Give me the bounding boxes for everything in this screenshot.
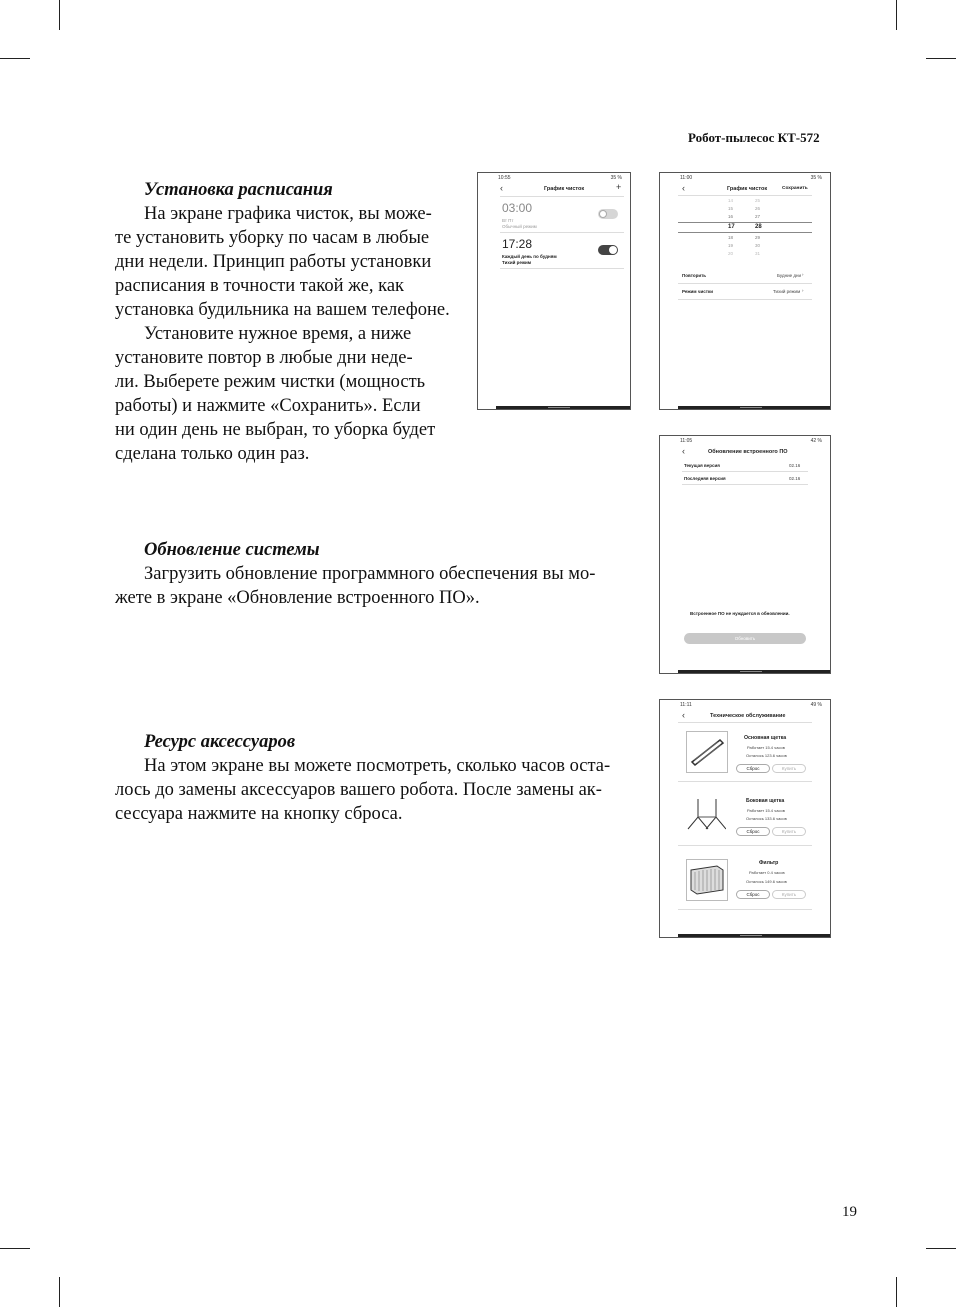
- schedule-toggle[interactable]: [598, 245, 618, 255]
- back-arrow-icon[interactable]: ‹: [500, 183, 503, 193]
- divider: [678, 722, 812, 723]
- status-bar: [666, 438, 824, 446]
- selection-line: [678, 232, 812, 233]
- hour-selected[interactable]: 17: [728, 224, 735, 230]
- hour-option[interactable]: 20: [728, 251, 734, 256]
- back-arrow-icon[interactable]: ‹: [682, 183, 685, 193]
- text-line: ни один день не выбран, то уборка будет: [115, 420, 436, 440]
- battery-level: 35 %: [610, 175, 622, 181]
- repeat-value: Будние дни: [777, 273, 801, 278]
- schedule-section: [115, 178, 450, 466]
- text-line: лось до замены аксессуаров вашего робота. После замены ак-: [115, 780, 602, 800]
- hour-option[interactable]: 19: [728, 243, 734, 248]
- add-icon[interactable]: +: [616, 182, 622, 192]
- save-button[interactable]: Сохранить: [782, 186, 808, 191]
- accessory-name: Основная щетка: [744, 735, 787, 741]
- divider: [678, 299, 812, 300]
- section-body: [115, 754, 610, 826]
- divider: [678, 283, 812, 284]
- mode-value: Тихий режим: [773, 289, 801, 294]
- schedule-time: 17:28: [502, 237, 533, 251]
- crop-mark: [59, 1277, 60, 1307]
- schedule-days: Вт Пт: [502, 218, 514, 223]
- text-line: На экране графика чисток, вы може-: [144, 204, 432, 224]
- filter-icon: [687, 860, 727, 900]
- update-section: [115, 538, 595, 610]
- back-arrow-icon[interactable]: ‹: [682, 710, 685, 720]
- battery-level: 49 %: [810, 702, 822, 708]
- text-line: Загрузить обновление программного обеспечения вы мо-: [144, 564, 596, 584]
- schedule-days: Каждый день по будням: [502, 254, 557, 259]
- chevron-right-icon: ›: [802, 288, 804, 293]
- chevron-right-icon: ›: [802, 272, 804, 277]
- side-brush-image: [686, 795, 726, 835]
- maintenance-screenshot: [659, 699, 831, 938]
- accessory-worked: Работает 15.4 часов: [747, 808, 785, 813]
- back-arrow-icon[interactable]: ‹: [682, 446, 685, 456]
- section-heading: Обновление системы: [144, 540, 320, 560]
- divider: [500, 268, 624, 269]
- section-body: [115, 562, 595, 610]
- section-heading: Ресурс аксессуаров: [144, 732, 296, 752]
- status-time: 10:55: [498, 175, 511, 181]
- crop-mark: [0, 58, 30, 59]
- crop-mark: [896, 0, 897, 30]
- text-line: работы) и нажмите «Сохранить». Если: [115, 396, 421, 416]
- status-time: 11:00: [680, 175, 693, 181]
- current-version-value: 02.16: [789, 463, 801, 468]
- divider: [678, 195, 812, 196]
- text-line: дни недели. Принцип работы установки: [115, 252, 432, 272]
- divider: [682, 471, 808, 472]
- schedule-mode: Тихий режим: [502, 260, 532, 265]
- crop-mark: [926, 1248, 956, 1249]
- hour-option[interactable]: 16: [728, 214, 734, 219]
- schedule-time: 03:00: [502, 201, 533, 215]
- status-time: 11:05: [680, 438, 693, 444]
- divider: [678, 909, 812, 910]
- screen-title: График чисток: [727, 186, 768, 192]
- nav-pill: [740, 671, 762, 672]
- text-line: сделана только один раз.: [115, 444, 310, 464]
- schedule-list-screenshot: [477, 172, 631, 410]
- reset-button[interactable]: Сброс: [736, 890, 770, 899]
- repeat-label: Повторить: [682, 273, 707, 278]
- status-bar: [666, 175, 824, 183]
- minute-option[interactable]: 25: [755, 198, 761, 203]
- text-line: жете в экране «Обновление встроенного ПО».: [115, 588, 480, 608]
- minute-option[interactable]: 31: [755, 251, 761, 256]
- accessory-left: Осталось 149.6 часов: [746, 879, 787, 884]
- divider: [678, 781, 812, 782]
- page-number: 19: [842, 1204, 857, 1220]
- buy-button[interactable]: Купить: [772, 764, 806, 773]
- reset-button[interactable]: Сброс: [736, 764, 770, 773]
- minute-option[interactable]: 30: [755, 243, 761, 248]
- minute-option[interactable]: 29: [755, 235, 761, 240]
- side-brush-icon: [686, 795, 726, 835]
- divider: [682, 484, 808, 485]
- latest-version-label: Последняя версия: [684, 476, 726, 481]
- divider: [500, 196, 624, 197]
- status-message: Встроенное ПО не нуждается в обновлении.: [690, 611, 790, 616]
- update-button[interactable]: Обновить: [684, 633, 806, 644]
- text-line: расписания в точности такой же, как: [115, 276, 405, 296]
- accessory-name: Боковая щетка: [746, 798, 785, 804]
- accessory-left: Осталось 123.6 часов: [746, 753, 787, 758]
- minute-selected[interactable]: 28: [755, 224, 762, 230]
- text-line: те установить уборку по часам в любые: [115, 228, 430, 248]
- accessory-name: Фильтр: [759, 860, 779, 866]
- battery-level: 35 %: [810, 175, 822, 181]
- divider: [500, 232, 624, 233]
- nav-pill: [740, 407, 762, 408]
- status-time: 11:11: [680, 702, 692, 708]
- text-line: установка будильника на вашем телефоне.: [115, 300, 450, 320]
- crop-mark: [0, 1248, 30, 1249]
- minute-option[interactable]: 26: [755, 206, 761, 211]
- accessory-worked: Работает 0.4 часов: [749, 870, 785, 875]
- text-line: Установите нужное время, а ниже: [144, 324, 412, 344]
- running-header: Робот-пылесос КТ-572: [688, 130, 820, 145]
- crop-mark: [59, 0, 60, 30]
- status-bar: [666, 702, 824, 710]
- text-line: На этом экране вы можете посмотреть, сколько часов оста-: [144, 756, 611, 776]
- nav-pill: [740, 935, 762, 936]
- battery-level: 42 %: [810, 438, 822, 444]
- accessories-section: [115, 730, 610, 826]
- reset-button[interactable]: Сброс: [736, 827, 770, 836]
- screen-title: График чисток: [544, 186, 585, 192]
- main-brush-image: [686, 731, 728, 773]
- text-line: ли. Выберете режим чистки (мощность: [115, 372, 426, 392]
- text-line: установите повтор в любые дни неде-: [115, 348, 413, 368]
- schedule-edit-screenshot: [659, 172, 831, 410]
- current-version-label: Текущая версия: [684, 463, 720, 468]
- crop-mark: [926, 58, 956, 59]
- schedule-mode: Обычный режим: [502, 224, 537, 229]
- buy-button[interactable]: Купить: [772, 890, 806, 899]
- screen-title: Техническое обслуживание: [710, 713, 786, 719]
- hour-option[interactable]: 14: [728, 198, 734, 203]
- section-heading: Установка расписания: [144, 180, 333, 200]
- minute-option[interactable]: 27: [755, 214, 761, 219]
- hour-option[interactable]: 15: [728, 206, 734, 211]
- accessory-left: Осталось 133.6 часов: [746, 816, 787, 821]
- firmware-update-screenshot: [659, 435, 831, 674]
- filter-image: [686, 859, 728, 901]
- nav-pill: [548, 407, 570, 408]
- selection-line: [678, 222, 812, 223]
- accessory-worked: Работает 15.4 часов: [747, 745, 785, 750]
- divider: [678, 845, 812, 846]
- status-bar: [484, 175, 624, 183]
- text-line: сессуара нажмите на кнопку сброса.: [115, 804, 403, 824]
- screen-title: Обновление встроенного ПО: [708, 449, 788, 455]
- latest-version-value: 02.16: [789, 476, 801, 481]
- section-body: [115, 202, 450, 466]
- mode-label: Режим чистки: [682, 289, 713, 294]
- schedule-toggle[interactable]: [598, 209, 618, 219]
- main-brush-icon: [687, 732, 727, 772]
- hour-option[interactable]: 18: [728, 235, 734, 240]
- buy-button[interactable]: Купить: [772, 827, 806, 836]
- crop-mark: [896, 1277, 897, 1307]
